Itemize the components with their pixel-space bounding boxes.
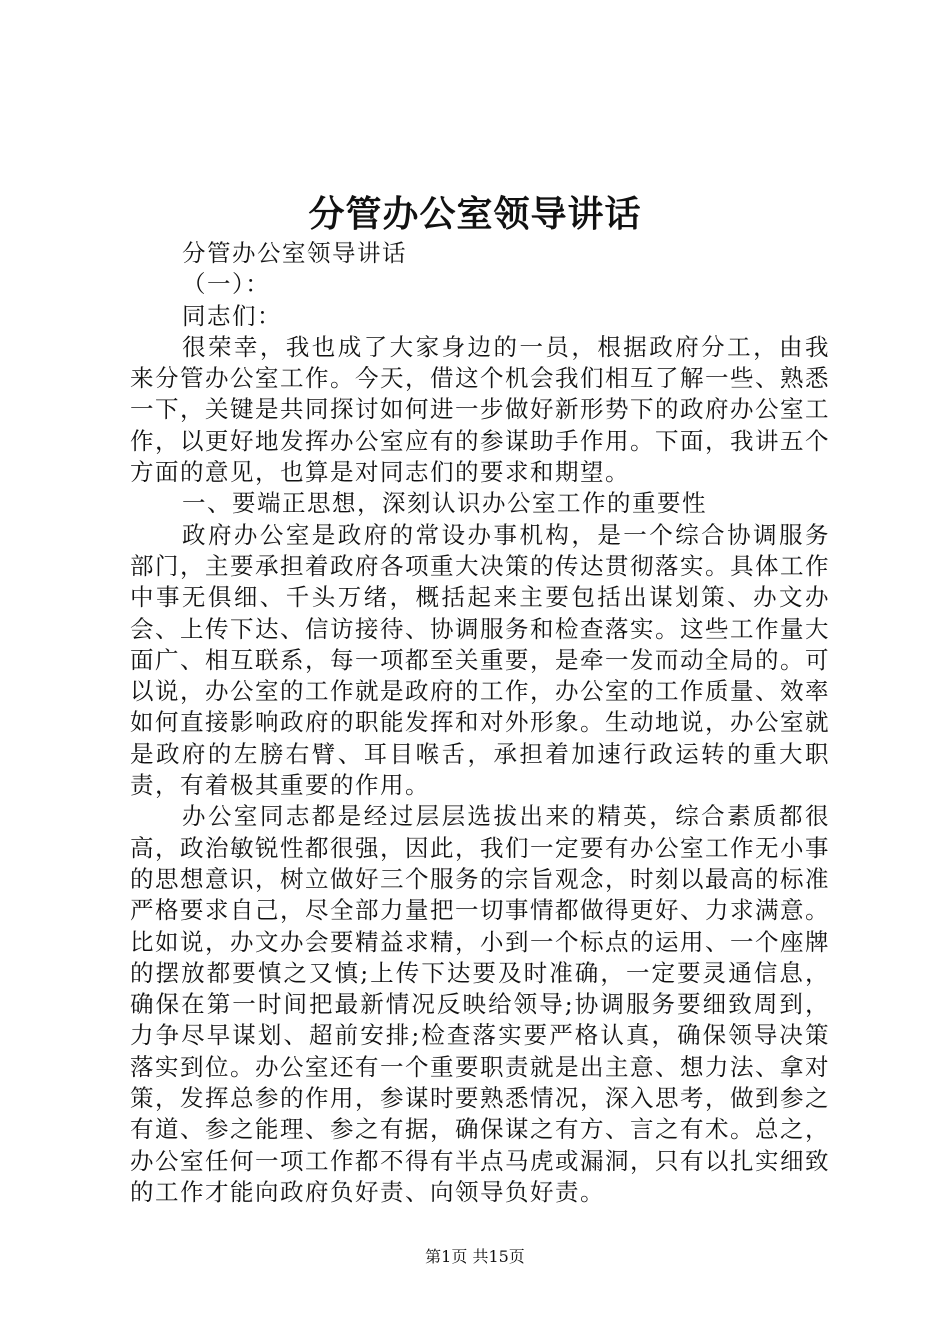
document-title: 分管办公室领导讲话 [308, 193, 642, 235]
page-footer: 第1页 共15页 [425, 1247, 525, 1266]
paragraph-body: 办公室同志都是经过层层选拔出来的精英，综合素质都很高，政治敏锐性都很强，因此，我们一定要有办公室工作无小事的思想意识，树立做好三个服务的宗旨观念，时刻以最高的标准严格要求自己，尽全部力量把一切事情都做得更好、力求满意。比如说，办文办会要精益求精，小到一个标点的运用、一个座牌的摆放都要慎之又慎;上传下达要及时准确，一定要灵通信息，确保在第一时间把最新情况反映给领导;协调服务要细致周到，力争尽早谋划、超前安排;检查落实要严格认真，确保领导决策落实到位。办公室还有一个重要职责就是出主意、想力法、拿对策，发挥总参的作用，参谋时要熟悉情况，深入思考，做到参之有道、参之能理、参之有据，确保谋之有方、言之有术。总之，办公室任何一项工作都不得有半点马虎或漏洞，只有以扎实细致的工作才能向政府负好责、向领导负好责。 [130, 802, 830, 1206]
document-body [130, 238, 830, 1208]
paragraph-salutation: 同志们： [182, 301, 282, 330]
paragraph-heading-1: 一、要端正思想，深刻认识办公室工作的重要性 [182, 489, 707, 518]
paragraph-intro: 很荣幸，我也成了大家身边的一员，根据政府分工，由我来分管办公室工作。今天，借这个机会我们相互了解一些、熟悉一下，关键是共同探讨如何进一步做好新形势下的政府办公室工作，以更好地发挥办公室应有的参谋助手作用。下面，我讲五个方面的意见，也算是对同志们的要求和期望。 [130, 332, 830, 487]
paragraph-body: 政府办公室是政府的常设办事机构，是一个综合协调服务部门，主要承担着政府各项重大决策的传达贯彻落实。具体工作中事无俱细、千头万绪，概括起来主要包括出谋划策、办文办会、上传下达、信访接待、协调服务和检查落实。这些工作量大面广、相互联系，每一项都至关重要，是牵一发而动全局的。可以说，办公室的工作就是政府的工作，办公室的工作质量、效率如何直接影响政府的职能发挥和对外形象。生动地说，办公室就是政府的左膀右臂、耳目喉舌，承担着加速行政运转的重大职责，有着极其重要的作用。 [130, 520, 830, 800]
paragraph-section-number: （一）： [182, 270, 271, 299]
paragraph-subtitle: 分管办公室领导讲话 [182, 239, 407, 267]
